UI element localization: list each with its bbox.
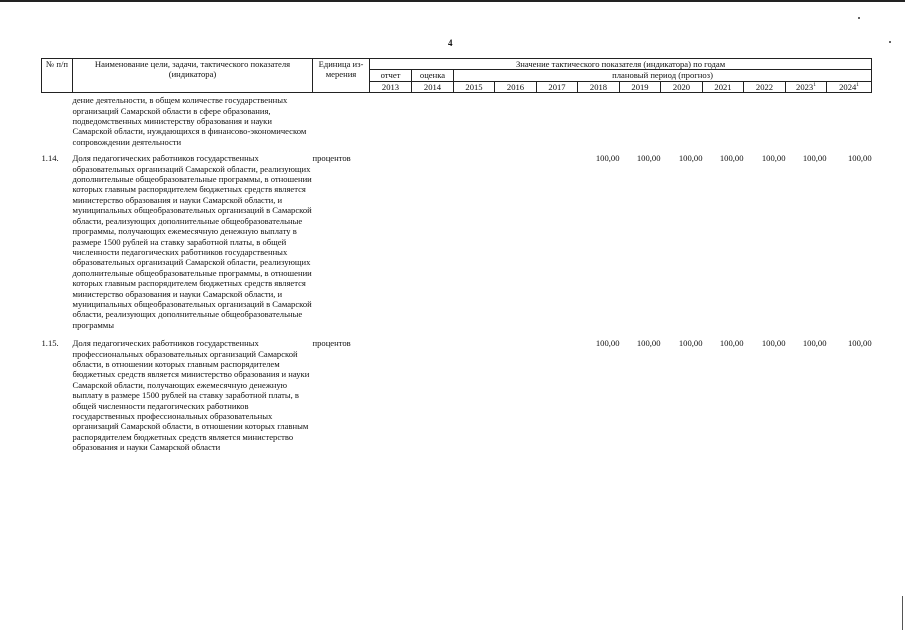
header-report: отчет [370, 70, 412, 81]
row-value [495, 338, 537, 460]
margin-rule [902, 596, 903, 630]
header-planned-period: плановый период (прогноз) [454, 70, 872, 81]
header-col-unit: Единица из- мерения [313, 59, 370, 93]
row-value: 100,00 [847, 338, 872, 349]
row-value [370, 338, 412, 460]
header-year-2022: 2022 [744, 81, 786, 92]
row-value [412, 153, 454, 338]
row-unit: процентов [312, 338, 351, 349]
row-value: 100,00 [678, 338, 703, 349]
header-year-2014: 2014 [412, 81, 454, 92]
row-value: 100,00 [761, 153, 786, 164]
row-number: 1.15. [41, 338, 59, 349]
header-year-2024: 2024$^1$ [827, 81, 872, 92]
header-year-2013: 2013 [370, 81, 412, 92]
scan-speck [858, 17, 860, 19]
scan-speck [889, 41, 891, 43]
header-col-number: № п/п [42, 59, 73, 93]
header-year-2021: 2021 [703, 81, 744, 92]
header-year-2020: 2020 [661, 81, 703, 92]
header-group-title: Значение тактического показателя (индикатора) по годам [370, 59, 872, 70]
row-unit: процентов [312, 153, 351, 164]
row-value [454, 153, 495, 338]
continuation-row [42, 93, 872, 154]
row-indicator-name: Доля педагогических работников государственных профессиональных образовательных организаций Самарской области, в отношении которых главным распорядителем бюджетных средств является министерство образования и науки Самарской области, получающих ежемесячную денежную выплату в размере 1500 рублей на ставку заработной платы, в общей численности педагогических работников государственных профессиональных образовательных организаций Самарской области, в отношении которых главным распорядителем бюджетных средств является министерство образования и науки Самарской области [72, 338, 310, 453]
row-value [370, 153, 412, 338]
row-value: 100,00 [636, 338, 661, 349]
page-number: 4 [448, 38, 453, 48]
table-body [42, 93, 872, 461]
header-year-2017: 2017 [537, 81, 578, 92]
continuation-text: дение деятельности, в общем количестве государственных организаций Самарской области в сфере образования, подведомственных министерству образования и науки Самарской области, нуждающихся в финансово-экономическом сопровождении деятельности [72, 95, 307, 147]
row-value: 100,00 [636, 153, 661, 164]
header-year-2019: 2019 [620, 81, 661, 92]
row-number: 1.14. [41, 153, 59, 164]
page-top-border [0, 0, 905, 2]
row-value: 100,00 [678, 153, 703, 164]
row-value [495, 153, 537, 338]
row-value [537, 338, 578, 460]
header-year-2023: 2023$^1$ [786, 81, 827, 92]
row-value: 100,00 [719, 153, 744, 164]
row-value: 100,00 [761, 338, 786, 349]
row-value [537, 153, 578, 338]
header-year-2015: 2015 [454, 81, 495, 92]
row-value: 100,00 [595, 338, 620, 349]
table-header [42, 59, 872, 93]
indicator-table [41, 58, 872, 461]
row-value [412, 338, 454, 460]
header-estimate: оценка [412, 70, 454, 81]
table-row [42, 338, 872, 460]
row-value: 100,00 [595, 153, 620, 164]
row-value: 100,00 [719, 338, 744, 349]
row-value [454, 338, 495, 460]
header-col-name: Наименование цели, задачи, тактического показателя (индикатора) [73, 59, 313, 93]
row-indicator-name: Доля педагогических работников государственных образовательных организаций Самарской области, реализующих дополнительные общеобразовательные программы, в отношении которых главным распорядителем бюджетных средств является министерство образования и науки Самарской области, и муниципальных общеобразовательных организаций в Самарской области, реализующих дополнительные общеобразовательные программы, получающих ежемесячную денежную выплату в размере 1500 рублей на ставку заработной платы, в общей численности педагогических работников государственных образовательных организаций Самарской области, реализующих дополнительные общеобразовательные программы, в отношении которых главным распорядителем бюджетных средств является министерство образования и науки Самарской области, и муниципальных общеобразовательных организаций в Самарской области, реализующих дополнительные общеобразовательные программы [72, 153, 312, 330]
header-year-2016: 2016 [495, 81, 537, 92]
row-value: 100,00 [802, 153, 827, 164]
row-value: 100,00 [802, 338, 827, 349]
table-row [42, 153, 872, 338]
row-value: 100,00 [847, 153, 872, 164]
header-year-2018: 2018 [578, 81, 620, 92]
